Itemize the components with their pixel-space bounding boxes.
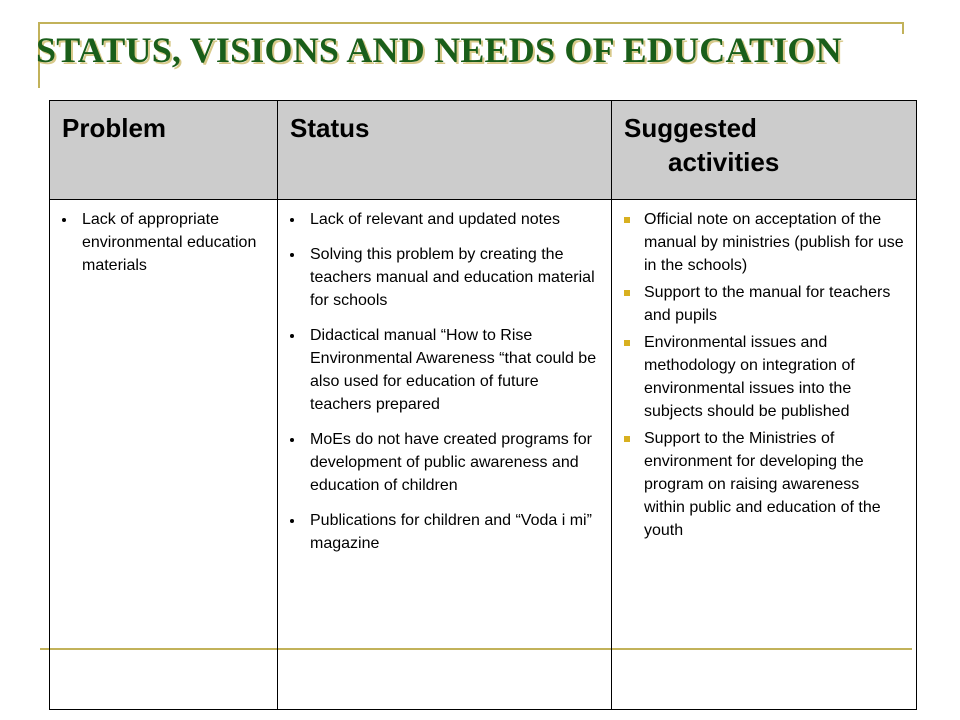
status-cell — [278, 200, 612, 710]
list-item: Lack of appropriate environmental education materials — [58, 208, 265, 277]
list-item: Solving this problem by creating the teachers manual and education material for schools — [286, 243, 599, 312]
list-item: Support to the manual for teachers and pupils — [620, 281, 904, 327]
problem-cell — [50, 200, 278, 710]
header-suggested-activities — [612, 101, 917, 200]
list-item: Environmental issues and methodology on integration of environmental issues into the subjects should be published — [620, 331, 904, 423]
list-item: Lack of relevant and updated notes — [286, 208, 599, 231]
slide-title: STATUS, VISIONS AND NEEDS OF EDUCATION — [36, 30, 842, 70]
status-list — [286, 208, 599, 555]
list-item: Support to the Ministries of environment for developing the program on raising awareness within public and education of the youth — [620, 427, 904, 542]
frame-line-right-tick — [902, 22, 904, 34]
header-status-label: Status — [290, 113, 370, 143]
education-status-table — [49, 100, 917, 710]
table-header-row — [50, 101, 917, 200]
list-item: Didactical manual “How to Rise Environmental Awareness “that could be also used for education of future teachers prepared — [286, 324, 599, 416]
header-problem — [50, 101, 278, 200]
list-item: MoEs do not have created programs for development of public awareness and education of children — [286, 428, 599, 497]
activities-cell — [612, 200, 917, 710]
list-item: Publications for children and “Voda i mi” magazine — [286, 509, 599, 555]
header-activities-line-1: Suggested — [624, 113, 757, 143]
problem-list — [58, 208, 265, 277]
header-status — [278, 101, 612, 200]
header-problem-label: Problem — [62, 113, 167, 143]
activities-list — [620, 208, 904, 542]
table-row — [50, 200, 917, 710]
list-item: Official note on acceptation of the manual by ministries (publish for use in the schools) — [620, 208, 904, 277]
header-activities-line-2: activities — [668, 147, 780, 177]
frame-line-top — [38, 22, 904, 24]
